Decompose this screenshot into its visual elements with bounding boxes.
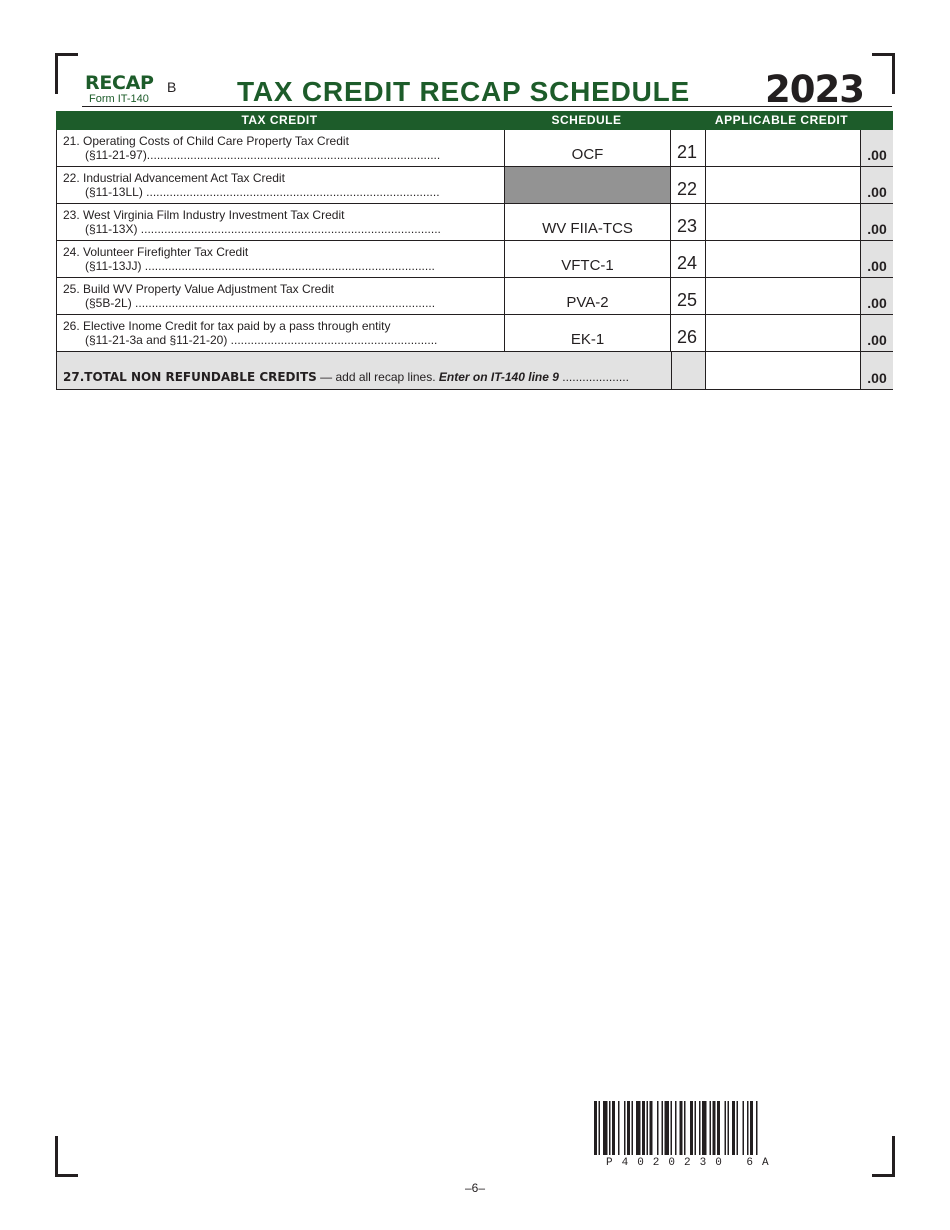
credit-amount-field[interactable]: [705, 167, 861, 203]
tax-year: 2023: [765, 68, 864, 111]
barcode-bar: [636, 1101, 641, 1155]
total-leader-dots: ....................: [558, 370, 629, 384]
credit-statute: (§11-13LL) ........................................................................................: [85, 185, 440, 199]
column-header-applicable-credit: APPLICABLE CREDIT: [714, 113, 849, 127]
barcode-bar: [647, 1101, 649, 1155]
credit-amount-field[interactable]: [705, 315, 861, 351]
credit-amount-field[interactable]: [705, 130, 861, 166]
total-label: 27.TOTAL NON REFUNDABLE CREDITS: [63, 370, 317, 384]
total-row: [57, 352, 892, 390]
barcode-bar: [699, 1101, 701, 1155]
credit-name: 24. Volunteer Firefighter Tax Credit: [63, 245, 249, 259]
total-instruction-emphasis: Enter on IT-140 line 9: [438, 370, 559, 384]
barcode-bar: [657, 1101, 659, 1155]
barcode-text: P4020230 6A: [606, 1157, 778, 1169]
barcode-bar: [603, 1101, 608, 1155]
credit-statute: (§5B-2L) ..........................................................................................: [85, 296, 436, 310]
line-number: 25: [677, 290, 698, 310]
barcode-bar: [725, 1101, 727, 1155]
line-number: 24: [677, 253, 698, 273]
barcode-bar: [680, 1101, 683, 1155]
cents-label: .00: [861, 167, 893, 203]
barcode-bar: [695, 1101, 697, 1155]
barcode-bar: [650, 1101, 653, 1155]
cents-label: .00: [861, 278, 893, 314]
cents-label: .00: [861, 352, 893, 389]
total-amount-field[interactable]: [705, 352, 861, 389]
barcode-bar: [743, 1101, 745, 1155]
barcode-bar: [684, 1101, 686, 1155]
title-rule: [82, 106, 892, 107]
barcode: [594, 1101, 860, 1155]
barcode-bar: [671, 1101, 673, 1155]
barcode-bar: [717, 1101, 720, 1155]
column-header-tax-credit: TAX CREDIT: [241, 113, 318, 127]
credit-statute: (§11-13JJ) .......................................................................................: [85, 259, 435, 273]
column-header-schedule: SCHEDULE: [551, 113, 622, 127]
credit-description: [63, 319, 499, 347]
barcode-bar: [756, 1101, 758, 1155]
credit-amount-field[interactable]: [705, 278, 861, 314]
barcode-bar: [747, 1101, 749, 1155]
recap-logo: RECAP: [85, 72, 154, 94]
line-number: 23: [677, 216, 698, 236]
crop-mark-bottom-right: [872, 1136, 895, 1177]
cents-label: .00: [861, 241, 893, 277]
line-number: 26: [677, 327, 698, 347]
total-line-number-box: [671, 352, 705, 389]
credit-description: [63, 245, 499, 273]
barcode-bar: [690, 1101, 693, 1155]
table-row: [57, 204, 892, 241]
total-instruction: — add all recap lines.: [316, 370, 439, 384]
credit-amount-field[interactable]: [705, 241, 861, 277]
form-label: Form IT-140: [89, 93, 149, 105]
credit-statute: (§11-21-3a and §11-21-20) ..............................................................: [85, 333, 438, 347]
table-header: [56, 111, 893, 130]
cents-label: .00: [861, 130, 893, 166]
crop-mark-top-left: [55, 53, 78, 94]
cents-label: .00: [861, 315, 893, 351]
credit-name: 23. West Virginia Film Industry Investment Tax Credit: [63, 208, 345, 222]
schedule-cell: EK-1: [504, 315, 671, 351]
credit-name: 25. Build WV Property Value Adjustment Tax Credit: [63, 282, 335, 296]
barcode-bar: [594, 1101, 597, 1155]
schedule-cell-shaded: [504, 167, 671, 203]
barcode-bar: [612, 1101, 615, 1155]
credit-name: 22. Industrial Advancement Act Tax Credit: [63, 171, 285, 185]
credit-name: 21. Operating Costs of Child Care Property Tax Credit: [63, 134, 349, 148]
barcode-bar: [642, 1101, 645, 1155]
barcode-bar: [702, 1101, 707, 1155]
crop-mark-bottom-left: [55, 1136, 78, 1177]
page-title: TAX CREDIT RECAP SCHEDULE: [237, 76, 691, 107]
barcode-bar: [624, 1101, 626, 1155]
credit-description: [63, 208, 499, 236]
recap-variant: B: [167, 79, 177, 95]
crop-mark-top-right: [872, 53, 895, 94]
credit-description: [63, 282, 499, 310]
barcode-bar: [665, 1101, 670, 1155]
barcode-bar: [662, 1101, 664, 1155]
line-number: 22: [677, 179, 698, 199]
barcode-bar: [750, 1101, 753, 1155]
barcode-bar: [713, 1101, 716, 1155]
credit-name: 26. Elective Inome Credit for tax paid by a pass through entity: [63, 319, 391, 333]
credit-table: [56, 111, 893, 390]
barcode-bar: [627, 1101, 630, 1155]
schedule-cell: VFTC-1: [504, 241, 671, 277]
table-row: [57, 278, 892, 315]
barcode-bar: [609, 1101, 611, 1155]
credit-description: [63, 134, 499, 162]
line-number: 21: [677, 142, 698, 162]
barcode-bar: [710, 1101, 712, 1155]
table-row: [57, 167, 892, 204]
credit-statute: (§11-13X) ..........................................................................................: [85, 222, 441, 236]
barcode-bar: [728, 1101, 730, 1155]
schedule-cell: WV FIIA-TCS: [504, 204, 671, 240]
barcode-bar: [732, 1101, 735, 1155]
barcode-bar: [737, 1101, 739, 1155]
page-number: –6–: [464, 1181, 486, 1195]
barcode-bar: [618, 1101, 620, 1155]
credit-statute: (§11-21-97)........................................................................................: [85, 148, 441, 162]
barcode-bar: [632, 1101, 634, 1155]
table-row: [57, 315, 892, 352]
credit-amount-field[interactable]: [705, 204, 861, 240]
table-row: [57, 241, 892, 278]
total-description: [63, 370, 673, 384]
barcode-bar: [599, 1101, 601, 1155]
barcode-bar: [675, 1101, 677, 1155]
cents-label: .00: [861, 204, 893, 240]
table-row: [57, 130, 892, 167]
credit-description: [63, 171, 499, 199]
schedule-cell: OCF: [504, 130, 671, 166]
schedule-cell: PVA-2: [504, 278, 671, 314]
